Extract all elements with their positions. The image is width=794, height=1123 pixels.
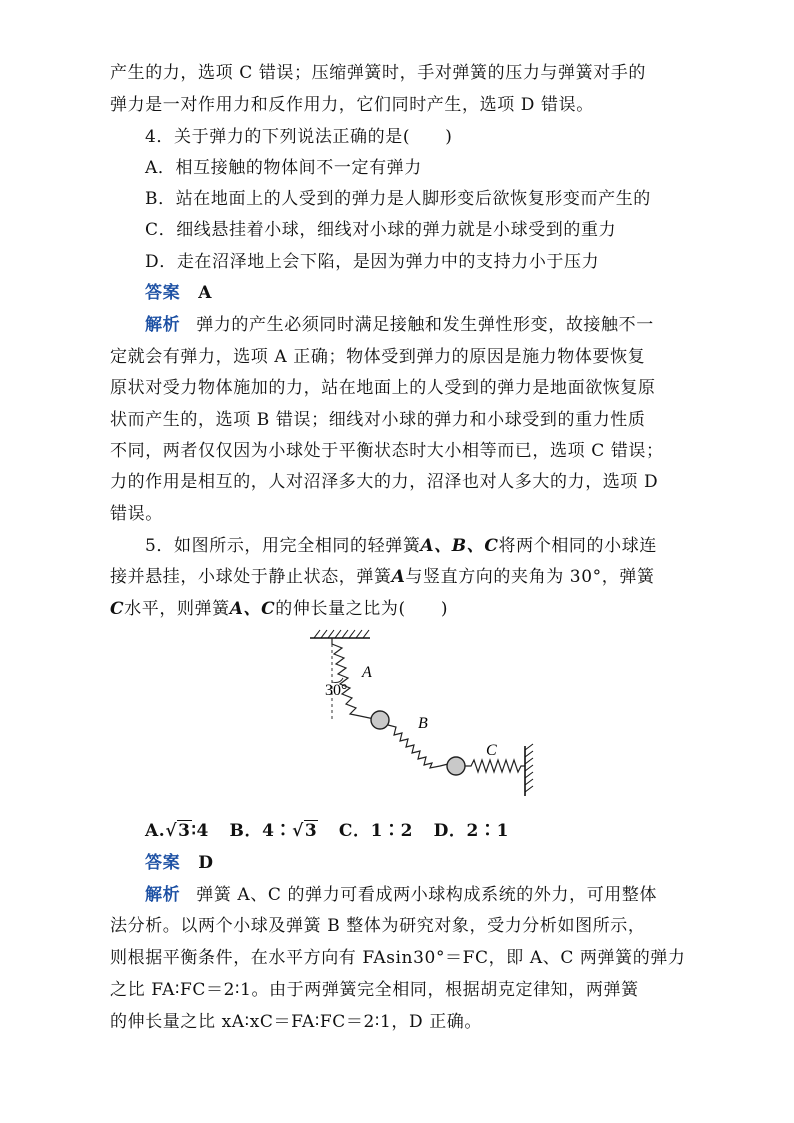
q5-stem-spring-c: C	[110, 599, 125, 619]
spring-c	[465, 760, 525, 772]
q5-choices	[145, 820, 690, 842]
q5-choice-b-prefix: B．4∶	[229, 821, 293, 841]
sqrt-sign: √3	[165, 821, 191, 841]
q4-answer-value: A	[198, 283, 213, 303]
q5-stem-line-3	[110, 598, 690, 620]
q4-option-b: B．站在地面上的人受到的弹力是人脚形变后欲恢复形变而产生的	[145, 189, 651, 209]
q4-option-d: D．走在沼泽地上会下陷，是因为弹力中的支持力小于压力	[145, 252, 600, 272]
q5-stem-text-3b: 的伸长量之比为( )	[275, 599, 449, 619]
ball-2	[447, 757, 465, 775]
q5-answer-row	[145, 852, 690, 874]
q5-analysis-label: 解析	[145, 885, 181, 905]
q4-answer-label: 答案	[145, 283, 181, 303]
q5-stem-text-2a: 接并悬挂，小球处于静止状态，弹簧	[110, 567, 392, 587]
q4-analysis-line-1	[145, 314, 690, 336]
spring-b-label: B	[418, 715, 428, 732]
q5-stem-text-1a: 5．如图所示，用完全相同的轻弹簧	[145, 536, 421, 556]
q5-analysis-line-5: 的伸长量之比 xA∶xC＝FA∶FC＝2∶1，D 正确。	[110, 1012, 482, 1032]
spring-c-label: C	[486, 742, 497, 759]
q5-stem-line-2	[110, 566, 690, 588]
spring-ball-figure	[290, 628, 540, 810]
q5-stem-springs: A、B、C	[420, 536, 499, 556]
q5-analysis-line-1	[145, 884, 690, 906]
spring-a	[332, 638, 379, 720]
q4-analysis-line-6: 力的作用是相互的，人对沼泽多大的力，沼泽也对人多大的力，选项 D	[110, 472, 659, 492]
q5-stem-text-1b: 将两个相同的小球连	[498, 536, 657, 556]
intro-line-2: 弹力是一对作用力和反作用力，它们同时产生，选项 D 错误。	[110, 95, 594, 115]
q4-analysis-line-3: 原状对受力物体施加的力，站在地面上的人受到的弹力是地面欲恢复原	[110, 378, 656, 398]
q4-analysis-line-5: 不同，两者仅仅因为小球处于平衡状态时大小相等而已，选项 C 错误；	[110, 441, 664, 461]
q5-analysis-line-3: 则根据平衡条件，在水平方向有 FAsin30°＝FC，即 A、C 两弹簧的弹力	[110, 948, 686, 968]
q4-analysis-line-2: 定就会有弹力，选项 A 正确；物体受到弹力的原因是施力物体要恢复	[110, 347, 646, 367]
q5-choice-a-tail: ∶4	[191, 821, 209, 841]
q4-option-c: C．细线悬挂着小球，细线对小球的弹力就是小球受到的重力	[145, 220, 617, 240]
q4-stem: 4．关于弹力的下列说法正确的是( )	[145, 127, 453, 147]
q5-stem-text-3a: 水平，则弹簧	[124, 599, 230, 619]
q4-analysis-line-4: 状而产生的，选项 B 错误；细线对小球的弹力和小球受到的重力性质	[110, 410, 646, 430]
intro-line-1: 产生的力，选项 C 错误；压缩弹簧时，手对弹簧的压力与弹簧对手的	[110, 63, 647, 83]
q5-stem-springs-ac: A、C	[229, 599, 276, 619]
q5-analysis-line-2: 法分析。以两个小球及弹簧 B 整体为研究对象，受力分析如图所示，	[110, 916, 646, 936]
q5-stem-line-1	[145, 535, 690, 557]
sqrt-sign: √3	[292, 821, 318, 841]
q5-choice-a-radicand: 3	[178, 821, 191, 841]
q5-answer-label: 答案	[145, 853, 181, 873]
q4-analysis-text-1: 弹力的产生必须同时满足接触和发生弹性形变，故接触不一	[196, 315, 654, 335]
q5-answer-value: D	[198, 853, 214, 873]
angle-label: 30°	[325, 682, 348, 699]
q5-analysis-text-1: 弹簧 A、C 的弹力可看成两小球构成系统的外力，可用整体	[196, 885, 658, 905]
q5-stem-text-2b: 与竖直方向的夹角为 30°，弹簧	[405, 567, 655, 587]
q5-choice-a-prefix: A.	[145, 821, 166, 841]
q5-analysis-line-4: 之比 FA∶FC＝2∶1。由于两弹簧完全相同，根据胡克定律知，两弹簧	[110, 980, 639, 1000]
spring-a-label: A	[362, 664, 372, 681]
q5-choice-b-radicand: 3	[304, 821, 318, 841]
q5-choice-c: C．1∶2	[338, 821, 414, 841]
q4-option-a: A．相互接触的物体间不一定有弹力	[145, 158, 422, 178]
q5-stem-spring-a: A	[391, 567, 406, 587]
q4-analysis-line-7: 错误。	[110, 504, 163, 524]
ball-1	[371, 711, 389, 729]
q5-choice-d: D．2∶1	[433, 821, 509, 841]
q4-answer-row	[145, 282, 690, 304]
q4-analysis-label: 解析	[145, 315, 181, 335]
